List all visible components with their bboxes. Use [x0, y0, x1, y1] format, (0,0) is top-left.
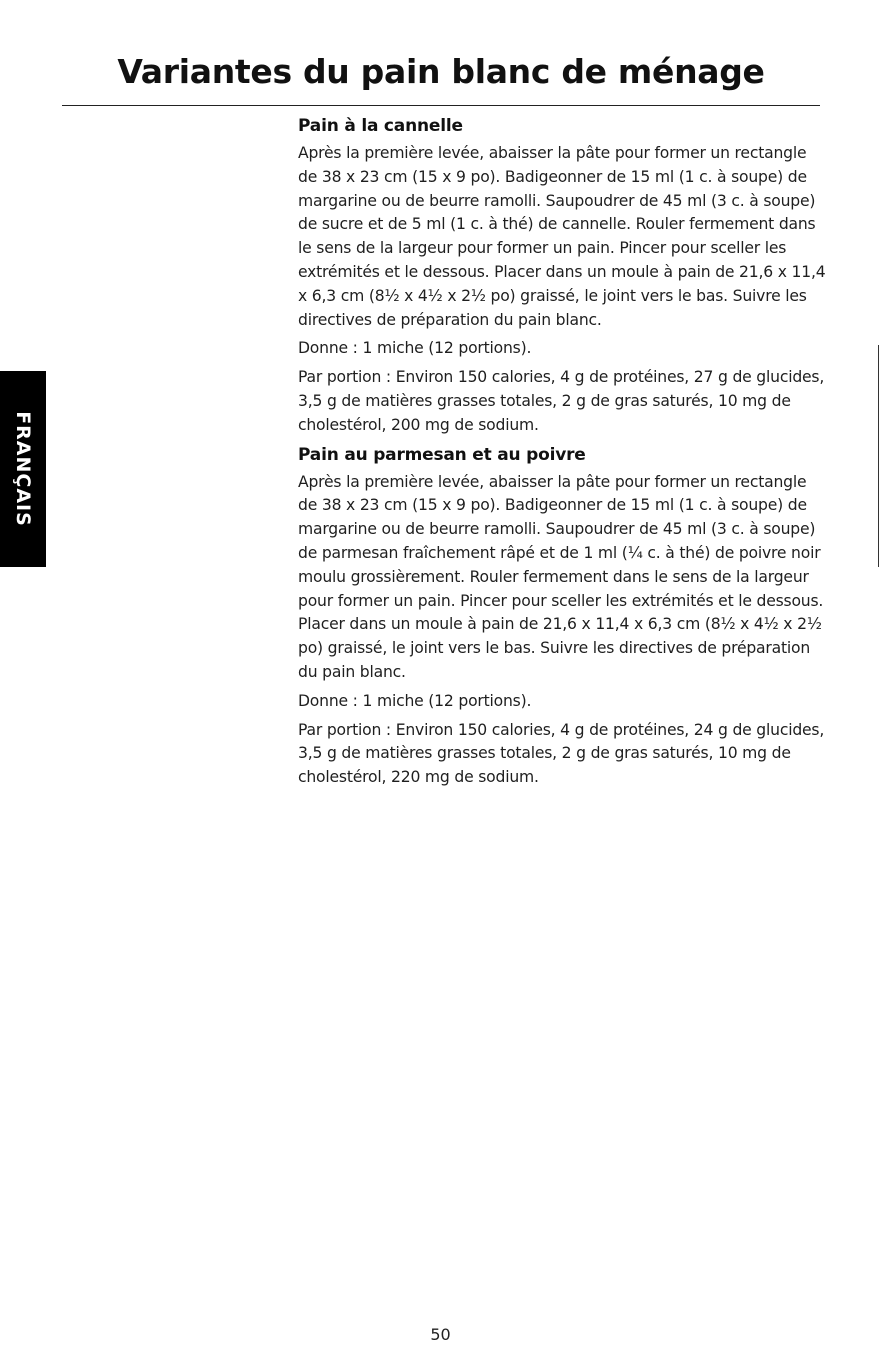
page-number: 50 [430, 1325, 451, 1344]
margin-rule [878, 345, 879, 567]
recipe-section-cinnamon [298, 114, 826, 438]
recipe-instructions: Après la première levée, abaisser la pâte pour former un rectangle de 38 x 23 cm (15 x 9 po). Badigeonner de 15 ml (1 c. à soupe) de margarine ou de beurre ramolli. Saupoudrer de 45 ml (3 c. à soupe) de parmesan fraîchement râpé et de 1 ml (¼ c. à thé) de poivre noir moulu grossièrement. Rouler fermement dans le sens de la largeur pour former un pain. Pincer pour sceller les extrémités et le dessous. Placer dans un moule à pain de 21,6 x 11,4 x 6,3 cm (8½ x 4½ x 2½ po) graissé, le joint vers le bas. Suivre les directives de préparation du pain blanc. [298, 472, 824, 681]
title-divider [62, 105, 820, 106]
recipe-content [298, 114, 826, 795]
language-tab [0, 371, 46, 567]
recipe-section-parmesan [298, 443, 826, 790]
recipe-instructions: Après la première levée, abaisser la pâte pour former un rectangle de 38 x 23 cm (15 x 9 po). Badigeonner de 15 ml (1 c. à soupe) de margarine ou de beurre ramolli. Saupoudrer de 45 ml (3 c. à soupe) de sucre et de 5 ml (1 c. à thé) de cannelle. Rouler fermement dans le sens de la largeur pour former un pain. Pincer pour sceller les extrémités et le dessous. Placer dans un moule à pain de 21,6 x 11,4 x 6,3 cm (8½ x 4½ x 2½ po) graissé, le joint vers le bas. Suivre les directives de préparation du pain blanc. [298, 144, 826, 329]
recipe-nutrition: Par portion : Environ 150 calories, 4 g de protéines, 27 g de glucides, 3,5 g de matières grasses totales, 2 g de gras saturés, 10 mg de cholestérol, 200 mg de sodium. [298, 368, 825, 434]
recipe-heading: Pain au parmesan et au poivre [298, 444, 586, 465]
recipe-heading: Pain à la cannelle [298, 116, 463, 136]
recipe-yield: Donne : 1 miche (12 portions). [298, 339, 532, 358]
page-title: Variantes du pain blanc de ménage [117, 52, 765, 91]
language-tab-label: FRANÇAIS [12, 411, 34, 527]
recipe-nutrition: Par portion : Environ 150 calories, 4 g de protéines, 24 g de glucides, 3,5 g de matières grasses totales, 2 g de gras saturés, 10 mg de cholestérol, 220 mg de sodium. [298, 720, 825, 787]
recipe-yield: Donne : 1 miche (12 portions). [298, 691, 532, 710]
